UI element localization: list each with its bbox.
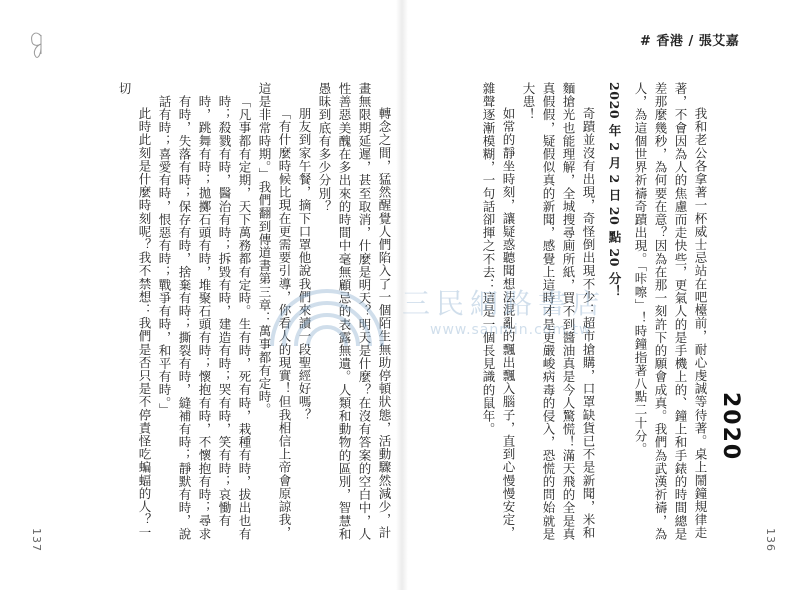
right-paragraph: 我和老公各拿著一杯威士忌站在吧檯前，耐心虔誠等待著。桌上鬧鐘規律走著，不會因為人的焦慮而走快些，更氣人的是手機上的、鐘上和手錶的時間總是差那麼幾秒，為何要在意？因為在那一刻許下的願會成真。我們為武漢祈禱，為人，為這個世界祈禱奇蹟出現。「咔嚓」！時鐘指著八點二十分。 xyxy=(633,82,708,541)
right-page-text xyxy=(452,82,710,552)
watermark-text: 三民網路書店 xyxy=(402,287,607,320)
chapter-title: 2020 xyxy=(718,392,743,462)
left-paragraph: 轉念之間，猛然醒覺人們陷入了一個陌生無助停頓狀態，活動驟然減少，計畫無限期延遲，甚至取消，什麼是明天？明天是什麼？在沒有答案的空白中，人性善惡美醜在多出來的時間中毫無顧忌的表露無遺。人類和動物的區別，智慧和愚昧到底有多少分別？ xyxy=(317,82,392,541)
page-number-right: 136 xyxy=(764,528,777,552)
left-page-text xyxy=(104,82,394,552)
bible-quote: 「凡事都有定期，天下萬務都有定時。生有時，死有時，栽種有時，拔出也有時；殺戮有時，醫治有時；拆毀有時，建造有時；哭有時，笑有時；哀慟有時，跳舞有時；拋擲石頭有時，堆聚石頭有時；懷抱有時，不懷抱有時；尋求有時，失落有時；保存有時，捨棄有時；撕裂有時，縫補有時；靜默有時，說話有時；喜愛有時，恨惡有時；戰爭有時，和平有時。」 xyxy=(157,94,252,540)
date-line: 2020 年 2 月 2 日 20 點 20 分！ xyxy=(607,82,622,299)
book-gutter xyxy=(396,0,408,590)
closing-paragraph: 此時此刻是什麼時刻呢？我不禁想：我們是否只是不停責怪吃蝙蝠的人？一切 xyxy=(117,82,152,540)
watermark-url: www.sanmin.com.tw xyxy=(430,322,592,338)
butterfly-outline-icon xyxy=(28,30,54,60)
right-paragraph: 奇蹟並沒有出現，奇怪倒出現不少：超市搶購，口罩缺貨已不是新聞，米和麵搶光也能理解，全城搜尋廁所紙，買不到醬油真是今人驚慌！滿天飛的全是真真假假，疑假似真的新聞，感覺上這時才是更嚴峻病毒的侵入，恐慌的問始就是大患！ xyxy=(521,82,596,541)
page-number-left: 137 xyxy=(30,528,43,552)
left-paragraph: 「有什麼時候比現在更需要引導，你看人的現實！但我相信上帝會原諒我，這是非常時期。」我們翻到傳道書第三章：萬事都有定時。 xyxy=(257,82,292,540)
right-paragraph: 如常的靜坐時刻，讓疑惑聽聞想法混亂的飄出飄入腦子，直到心慢慢安定，雜聲逐漸模糊，一句話卻揮之不去：這是一個長見識的鼠年。 xyxy=(481,82,516,540)
left-paragraph: 朋友到家午餐，摘下口罩他說我們來讀一段聖經好嗎？ xyxy=(297,107,312,422)
section-header: # 香港 / 張艾嘉 xyxy=(640,34,740,49)
